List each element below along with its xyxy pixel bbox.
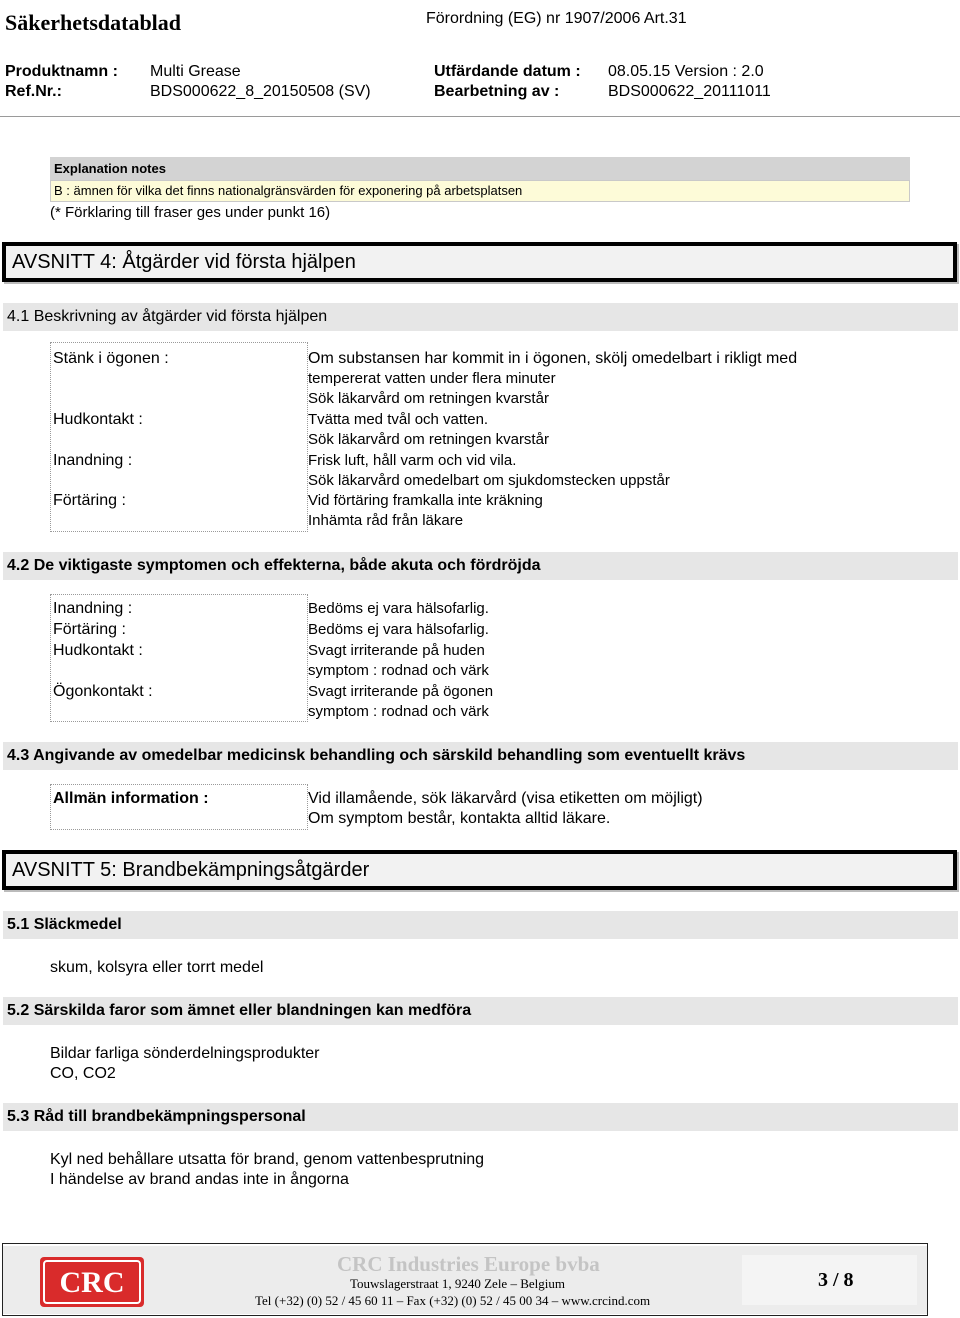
subsection-4-2-title: 4.2 De viktigaste symptomen och effekterna, både akuta och fördröjda [3,552,958,580]
product-name-label: Produktnamn : [5,63,118,80]
extinguishing-media-text: skum, kolsyra eller torrt medel [50,959,264,976]
revision-value: BDS000622_20111011 [608,83,771,100]
section-5-banner: AVSNITT 5: Brandbekämpningsåtgärder [2,850,957,890]
general-information-line: Om symptom består, kontakta alltid läkare. [308,810,611,827]
page-number: 3 / 8 [818,1269,854,1291]
label-skin-contact: Hudkontakt : [53,642,143,659]
explanation-row: B : ämnen för vilka det finns nationalgränsvärden för exponering på arbetsplatsen [50,180,910,202]
header-divider [0,116,960,117]
general-information-line: Vid illamående, sök läkarvård (visa etiketten om möjligt) [308,790,703,807]
ref-number-value: BDS000622_8_20150508 (SV) [150,83,371,100]
label-inhalation: Inandning : [53,600,133,617]
subsection-5-1-title: 5.1 Släckmedel [3,911,958,939]
svg-text:CRC: CRC [59,1266,125,1299]
first-aid-line: Vid förtäring framkalla inte kräkning [308,492,543,509]
label-eye-contact: Ögonkontakt : [53,683,153,700]
subsection-4-1-title: 4.1 Beskrivning av åtgärder vid första hjälpen [3,303,958,331]
first-aid-line: Frisk luft, håll varm och vid vila. [308,452,517,469]
first-aid-line: Sök läkarvård om retningen kvarstår [308,390,549,407]
special-hazards-line: CO, CO2 [50,1065,116,1082]
label-eye-splash: Stänk i ögonen : [53,350,169,367]
company-address: Touwslagerstraat 1, 9240 Zele – Belgium [350,1276,565,1291]
issue-date-label: Utfärdande datum : [434,63,581,80]
document-title: Säkerhetsdatablad [5,10,182,35]
regulation-reference: Förordning (EG) nr 1907/2006 Art.31 [426,10,687,27]
first-aid-line: tempererat vatten under flera minuter [308,370,556,387]
explanation-note: (* Förklaring till fraser ges under punkt 16) [50,204,331,221]
special-hazards-line: Bildar farliga sönderdelningsprodukter [50,1045,320,1062]
revision-label: Bearbetning av : [434,83,560,100]
first-aid-line: Tvätta med tvål och vatten. [308,411,489,428]
symptom-line: Svagt irriterande på ögonen [308,683,494,700]
subsection-5-2-title: 5.2 Särskilda faror som ämnet eller blandningen kan medföra [3,997,958,1025]
company-contact: Tel (+32) (0) 52 / 45 60 11 – Fax (+32) (0) 52 / 45 00 34 – www.crcind.com [255,1293,651,1308]
firefighter-advice-line: I händelse av brand andas inte in ångorna [50,1171,349,1188]
label-general-information: Allmän information : [53,790,209,807]
subsection-5-3-title: 5.3 Råd till brandbekämpningspersonal [3,1103,958,1131]
product-name-value: Multi Grease [150,63,241,80]
ref-number-label: Ref.Nr.: [5,83,62,100]
company-name: CRC Industries Europe bvba [337,1252,600,1276]
symptom-line: Bedöms ej vara hälsofarlig. [308,621,489,638]
explanation-heading: Explanation notes [50,157,910,180]
firefighter-advice-line: Kyl ned behållare utsatta för brand, genom vattenbesprutning [50,1151,485,1168]
section-4-banner: AVSNITT 4: Åtgärder vid första hjälpen [2,242,957,282]
label-inhalation: Inandning : [53,452,133,469]
first-aid-line: Sök läkarvård om retningen kvarstår [308,431,549,448]
label-ingestion: Förtäring : [53,492,126,509]
symptom-line: symptom : rodnad och värk [308,662,489,679]
issue-date-value: 08.05.15 Version : 2.0 [608,63,764,80]
label-ingestion: Förtäring : [53,621,126,638]
first-aid-line: Inhämta råd från läkare [308,512,464,529]
label-skin-contact: Hudkontakt : [53,411,143,428]
symptom-line: Bedöms ej vara hälsofarlig. [308,600,489,617]
subsection-4-3-title: 4.3 Angivande av omedelbar medicinsk behandling och särskild behandling som eventuellt krävs [3,742,958,770]
symptom-line: symptom : rodnad och värk [308,703,489,720]
first-aid-line: Sök läkarvård omedelbart om sjukdomstecken uppstår [308,472,670,489]
symptom-line: Svagt irriterande på huden [308,642,485,659]
crc-logo [40,1257,144,1307]
first-aid-line: Om substansen har kommit in i ögonen, skölj omedelbart i rikligt med [308,350,798,367]
